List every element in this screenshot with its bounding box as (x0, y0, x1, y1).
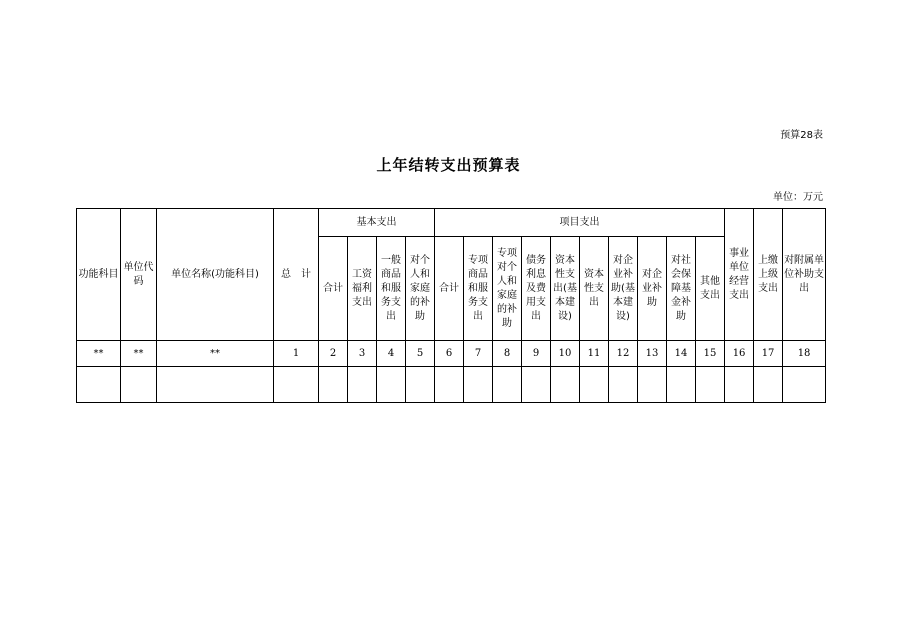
header-basic-col: 工资福利支出 (348, 237, 377, 341)
header-project-col: 专项对个人和家庭的补助 (493, 237, 522, 341)
index-cell-number: 2 (319, 341, 348, 367)
empty-cell (157, 367, 274, 403)
index-cell-unit-name: ** (157, 341, 274, 367)
index-cell-number: 12 (609, 341, 638, 367)
budget-table (76, 208, 826, 403)
header-unit-code: 单位代码 (121, 209, 157, 341)
header-business-expenditure: 事业单位经营支出 (725, 209, 754, 341)
page-title: 上年结转支出预算表 (376, 156, 521, 174)
empty-cell (77, 367, 121, 403)
header-project-col: 债务利息及费用支出 (522, 237, 551, 341)
index-cell-number: 7 (464, 341, 493, 367)
header-upper-level-expenditure: 上缴上级支出 (754, 209, 783, 341)
index-cell-number: 15 (696, 341, 725, 367)
header-project-col: 其他支出 (696, 237, 725, 341)
empty-cell (580, 367, 609, 403)
empty-cell (493, 367, 522, 403)
index-cell-number: 17 (754, 341, 783, 367)
empty-cell (667, 367, 696, 403)
index-cell-number: 3 (348, 341, 377, 367)
empty-cell (783, 367, 826, 403)
empty-cell (522, 367, 551, 403)
index-row (77, 341, 826, 367)
header-unit-name: 单位名称(功能科目) (157, 209, 274, 341)
header-basic-col: 一般商品和服务支出 (377, 237, 406, 341)
header-project-col: 合计 (435, 237, 464, 341)
index-cell-number: 16 (725, 341, 754, 367)
index-cell-number: 18 (783, 341, 826, 367)
index-cell-number: 9 (522, 341, 551, 367)
index-cell-number: 8 (493, 341, 522, 367)
empty-cell (121, 367, 157, 403)
index-cell-number: 11 (580, 341, 609, 367)
index-cell-number: 6 (435, 341, 464, 367)
index-cell-func-subject: ** (77, 341, 121, 367)
index-cell-unit-code: ** (121, 341, 157, 367)
empty-cell (435, 367, 464, 403)
header-func-subject: 功能科目 (77, 209, 121, 341)
index-cell-number: 1 (274, 341, 319, 367)
header-project-expenditure: 项目支出 (435, 209, 725, 237)
empty-cell (609, 367, 638, 403)
empty-cell (464, 367, 493, 403)
index-cell-number: 13 (638, 341, 667, 367)
empty-cell (638, 367, 667, 403)
form-number: 预算28表 (780, 130, 823, 141)
header-total: 总 计 (274, 209, 319, 341)
empty-cell (754, 367, 783, 403)
empty-cell (348, 367, 377, 403)
header-basic-expenditure: 基本支出 (319, 209, 435, 237)
empty-cell (696, 367, 725, 403)
header-project-col: 资本性支出(基本建设) (551, 237, 580, 341)
empty-cell (377, 367, 406, 403)
empty-cell (274, 367, 319, 403)
empty-cell (406, 367, 435, 403)
unit-label: 单位：万元 (773, 192, 823, 203)
header-project-col: 对企业补助(基本建设) (609, 237, 638, 341)
header-row-group (77, 209, 826, 237)
header-project-col: 专项商品和服务支出 (464, 237, 493, 341)
index-cell-number: 4 (377, 341, 406, 367)
empty-data-row (77, 367, 826, 403)
index-cell-number: 10 (551, 341, 580, 367)
header-basic-col: 对个人和家庭的补助 (406, 237, 435, 341)
index-cell-number: 14 (667, 341, 696, 367)
empty-cell (725, 367, 754, 403)
empty-cell (551, 367, 580, 403)
header-basic-col: 合计 (319, 237, 348, 341)
header-project-col: 资本性支出 (580, 237, 609, 341)
header-subsidiary-expenditure: 对附属单位补助支出 (783, 209, 826, 341)
header-project-col: 对企业补助 (638, 237, 667, 341)
header-project-col: 对社会保障基金补助 (667, 237, 696, 341)
empty-cell (319, 367, 348, 403)
index-cell-number: 5 (406, 341, 435, 367)
